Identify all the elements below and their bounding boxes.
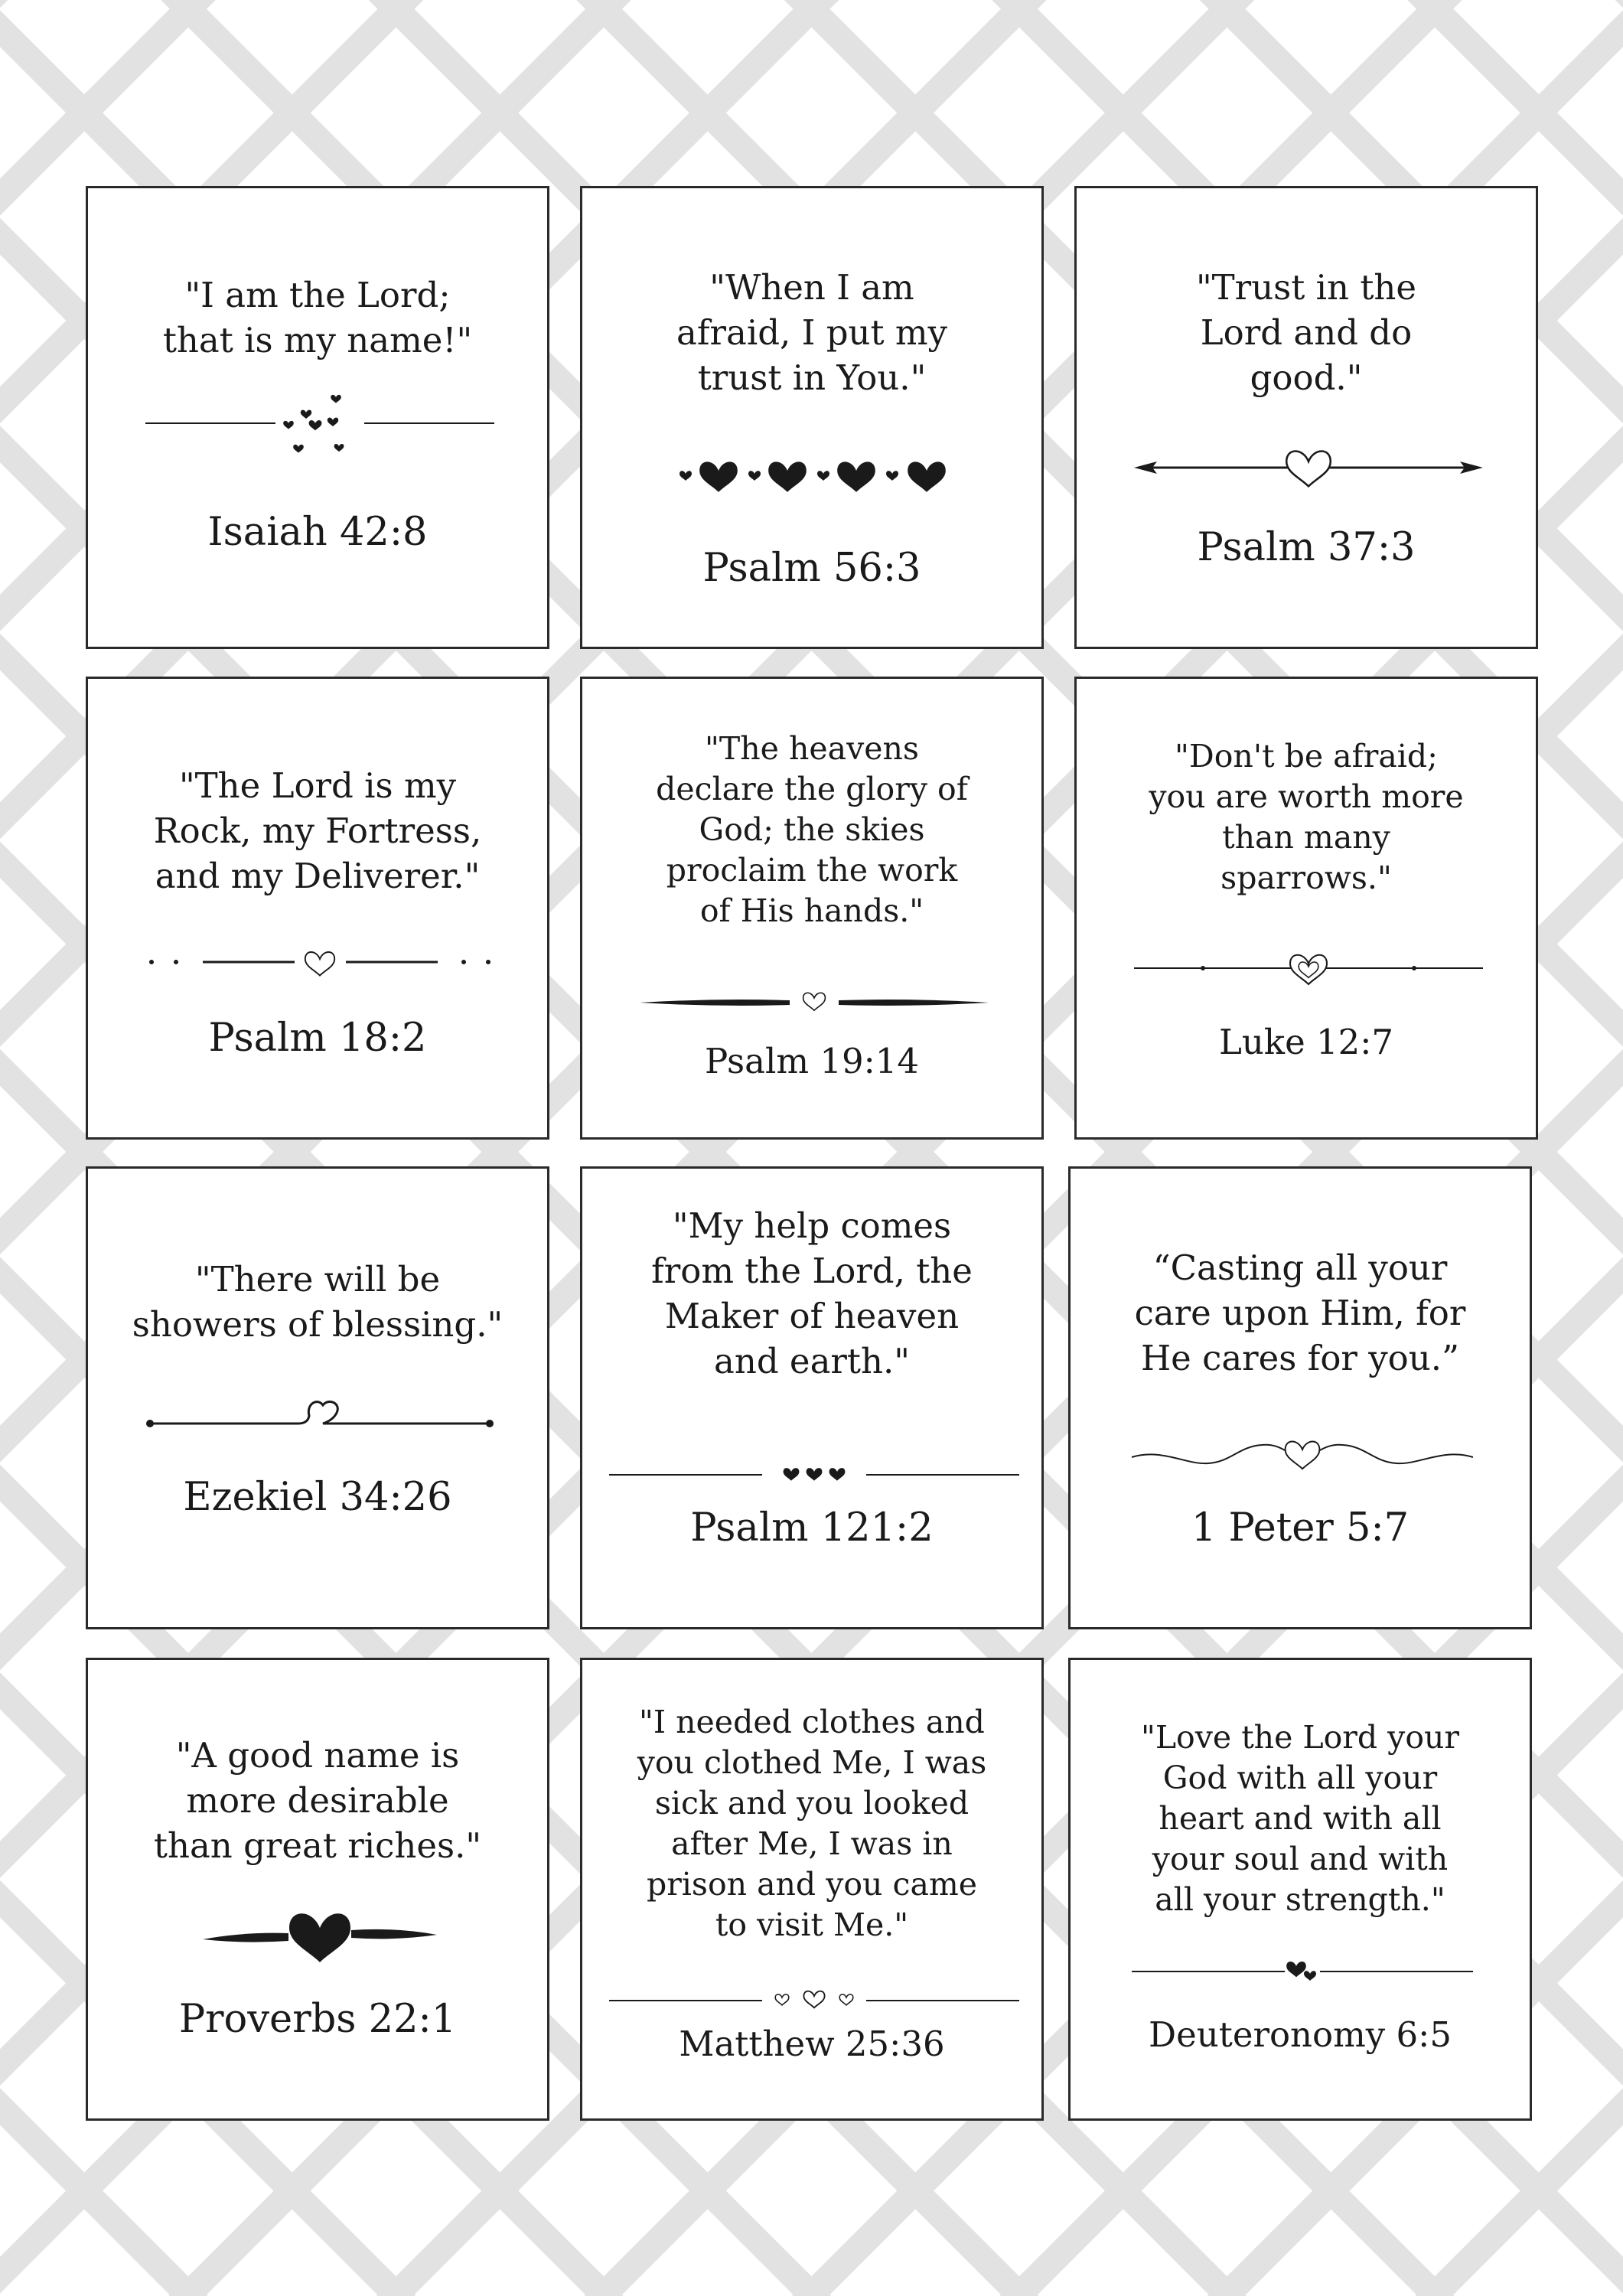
verse-reference: Psalm 121:2 xyxy=(690,1505,934,1551)
verse-reference: Psalm 56:3 xyxy=(702,546,921,591)
verse-quote: "Don't be afraid; you are worth more than many sparrows." xyxy=(1149,738,1464,896)
verse-reference: Psalm 19:14 xyxy=(704,1041,920,1081)
verse-card-psalm-37-3 xyxy=(1074,186,1538,649)
verse-quote: "The Lord is my Rock, my Fortress, and my Deliverer." xyxy=(153,765,482,896)
tapered-heart-divider xyxy=(640,983,989,1022)
verse-card-1-peter-5-7 xyxy=(1068,1166,1532,1629)
verse-quote: "I am the Lord; that is my name!" xyxy=(162,275,473,360)
verse-card-psalm-56-3 xyxy=(580,186,1044,649)
arrow-heart-divider xyxy=(1134,445,1483,491)
verse-quote: "A good name is more desirable than great riches." xyxy=(153,1735,482,1866)
bold-heart-divider xyxy=(203,1901,437,1970)
verse-quote: "When I am afraid, I put my trust in You." xyxy=(676,267,947,398)
verse-quote: "I needed clothes and you clothed Me, I was sick and you looked after Me, I was in prison and you came to visit Me." xyxy=(637,1704,987,1943)
double-heart-divider xyxy=(1134,947,1483,985)
verse-quote: "There will be showers of blessing." xyxy=(132,1259,504,1345)
verse-reference: Proverbs 22:1 xyxy=(178,1997,457,2042)
verse-reference: Psalm 18:2 xyxy=(208,1016,427,1061)
verse-card-psalm-18-2 xyxy=(86,677,549,1140)
verse-card-deuteronomy-6-5 xyxy=(1068,1658,1532,2121)
heart-chain-divider xyxy=(669,455,960,501)
verse-card-proverbs-22-1 xyxy=(86,1658,549,2121)
verse-card-psalm-19-14 xyxy=(580,677,1044,1140)
verse-reference: Isaiah 42:8 xyxy=(207,510,428,555)
looped-heart-divider xyxy=(145,1387,494,1440)
verse-card-luke-12-7 xyxy=(1074,677,1538,1140)
dotted-heart-divider xyxy=(145,943,494,981)
verse-card-ezekiel-34-26 xyxy=(86,1166,549,1629)
verse-reference: Psalm 37:3 xyxy=(1197,525,1416,570)
outline-hearts-divider xyxy=(609,1981,1019,2020)
verse-card-psalm-121-2 xyxy=(580,1166,1044,1629)
verse-card-isaiah-42-8 xyxy=(86,186,549,649)
verse-quote: "Trust in the Lord and do good." xyxy=(1195,267,1417,398)
verse-card-matthew-25-36 xyxy=(580,1658,1044,2121)
verse-reference: Ezekiel 34:26 xyxy=(183,1475,452,1520)
wavy-heart-divider xyxy=(1132,1425,1473,1479)
verse-quote: "Love the Lord your God with all your heart and with all your soul and with all your strength." xyxy=(1140,1719,1460,1918)
verse-reference: Matthew 25:36 xyxy=(679,2024,945,2064)
verse-quote: "My help comes from the Lord, the Maker of heaven and earth." xyxy=(651,1205,973,1381)
verse-quote: "The heavens declare the glory of God; the skies proclaim the work of His hands." xyxy=(656,730,968,929)
verse-quote: “Casting all your care upon Him, for He cares for you.” xyxy=(1134,1247,1466,1378)
verse-reference: Deuteronomy 6:5 xyxy=(1149,2014,1452,2055)
scattered-hearts-divider xyxy=(145,391,494,468)
three-hearts-divider xyxy=(609,1456,1019,1494)
verse-reference: Luke 12:7 xyxy=(1218,1022,1394,1062)
verse-reference: 1 Peter 5:7 xyxy=(1191,1505,1410,1551)
twin-hearts-divider xyxy=(1132,1951,1473,1989)
